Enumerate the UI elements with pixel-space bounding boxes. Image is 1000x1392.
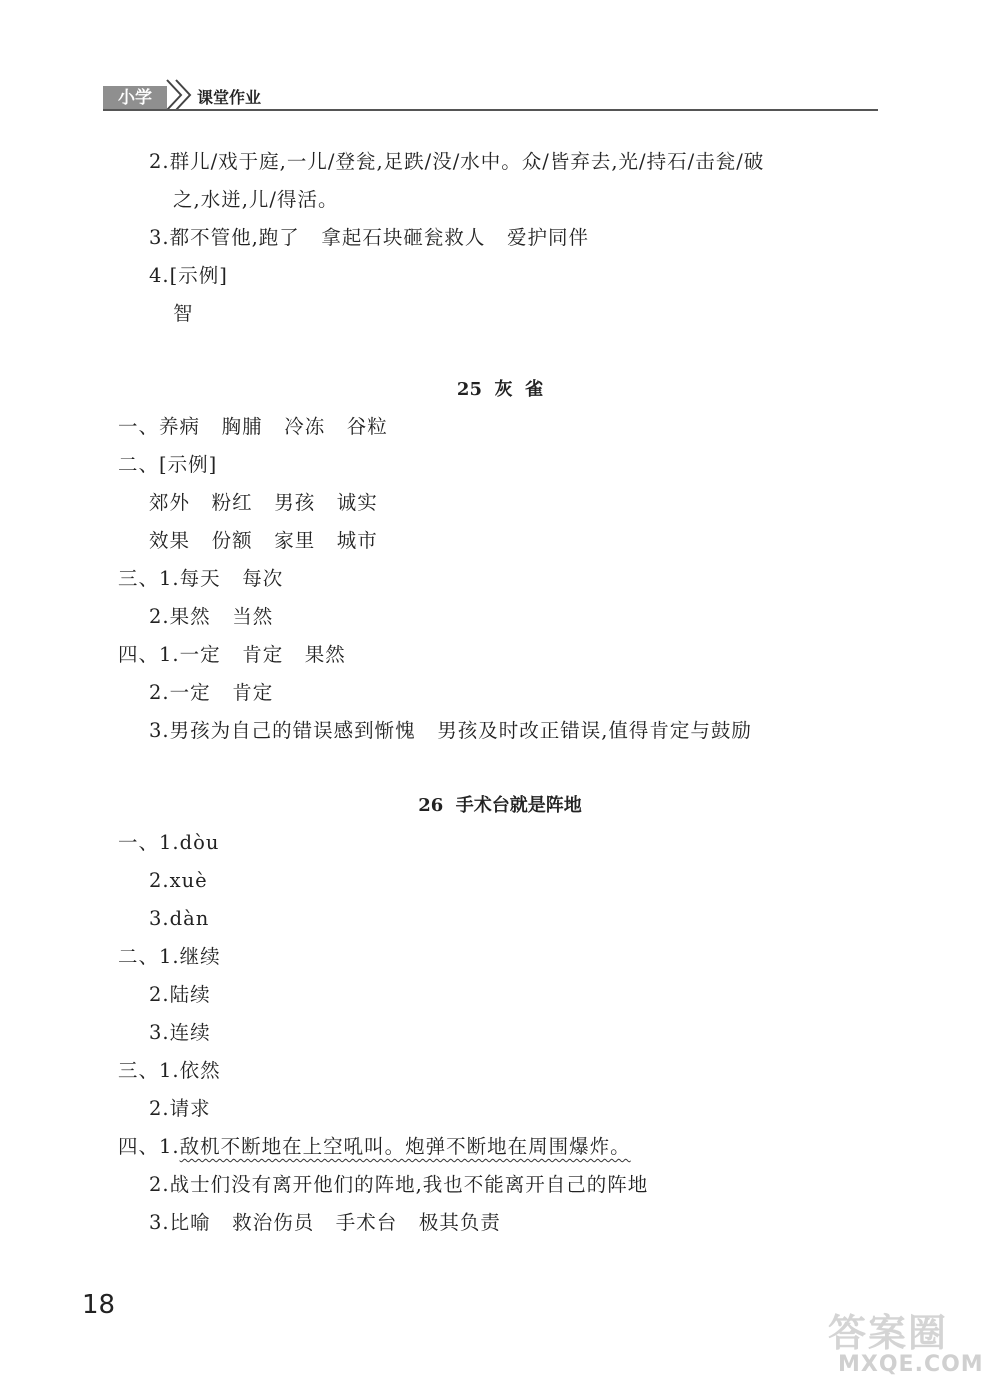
s26-q4-3: 3.比喻 救治伤员 手术台 极其负责 [149,1211,501,1234]
lesson-26-name: 手术台就是阵地 [455,795,582,816]
s26-q2-2: 2.陆续 [149,983,211,1006]
s25-q4: 四、1.一定 肯定 果然 [118,643,346,666]
s26-q1-3: 3.dàn [149,907,210,930]
s26-q4 [118,1135,631,1159]
s26-q4-prefix: 四、1. [118,1135,180,1158]
s25-q3: 三、1.每天 每次 [118,567,284,590]
s25-q3-2: 2.果然 当然 [149,605,274,628]
s26-q1: 一、1.dòu [118,831,220,854]
double-chevron-icon [163,78,197,112]
lesson-25-number: 25 [456,379,482,400]
prev-answer-2-cont: 之,水迸,儿/得活。 [173,188,339,211]
s25-q1: 一、养病 胸脯 冷冻 谷粒 [118,415,388,438]
page-header [103,84,878,110]
prev-answer-3: 3.都不管他,跑了 拿起石块砸瓮救人 爱护同伴 [149,226,589,249]
s26-q3: 三、1.依然 [118,1059,221,1082]
s25-q2: 二、[示例] [118,453,218,476]
prev-answer-2: 2.群儿/戏于庭,一儿/登瓮,足跌/没/水中。众/皆弃去,光/持石/击瓮/破 [149,150,765,173]
s26-q3-2: 2.请求 [149,1097,211,1120]
lesson-25-name: 灰 雀 [494,379,544,400]
grade-tab: 小学 [103,86,167,110]
s26-q4-underlined: 敌机不断地在上空吼叫。炮弹不断地在周围爆炸。 [179,1135,631,1158]
series-title: 课堂作业 [197,88,262,107]
watermark-url: MXQE.COM [838,1352,984,1377]
s25-q2-row1: 郊外 粉红 男孩 诚实 [149,491,378,514]
s25-q2-row2: 效果 份额 家里 城市 [149,529,378,552]
s26-q2: 二、1.继续 [118,945,221,968]
lesson-25-title [0,378,1000,402]
s26-q2-3: 3.连续 [149,1021,211,1044]
s25-q4-3: 3.男孩为自己的错误感到惭愧 男孩及时改正错误,值得肯定与鼓励 [149,719,752,742]
lesson-26-title [0,794,1000,818]
watermark [828,1300,988,1380]
s26-q1-2: 2.xuè [149,869,208,892]
s26-q4-2: 2.战士们没有离开他们的阵地,我也不能离开自己的阵地 [149,1173,649,1196]
lesson-26-number: 26 [418,795,444,816]
s25-q4-2: 2.一定 肯定 [149,681,274,704]
page-number: 18 [82,1290,116,1320]
prev-answer-4-text: 智 [173,302,194,325]
header-rule [103,109,878,111]
prev-answer-4: 4.[示例] [149,264,228,287]
watermark-logo: 答案圈 [828,1311,949,1355]
